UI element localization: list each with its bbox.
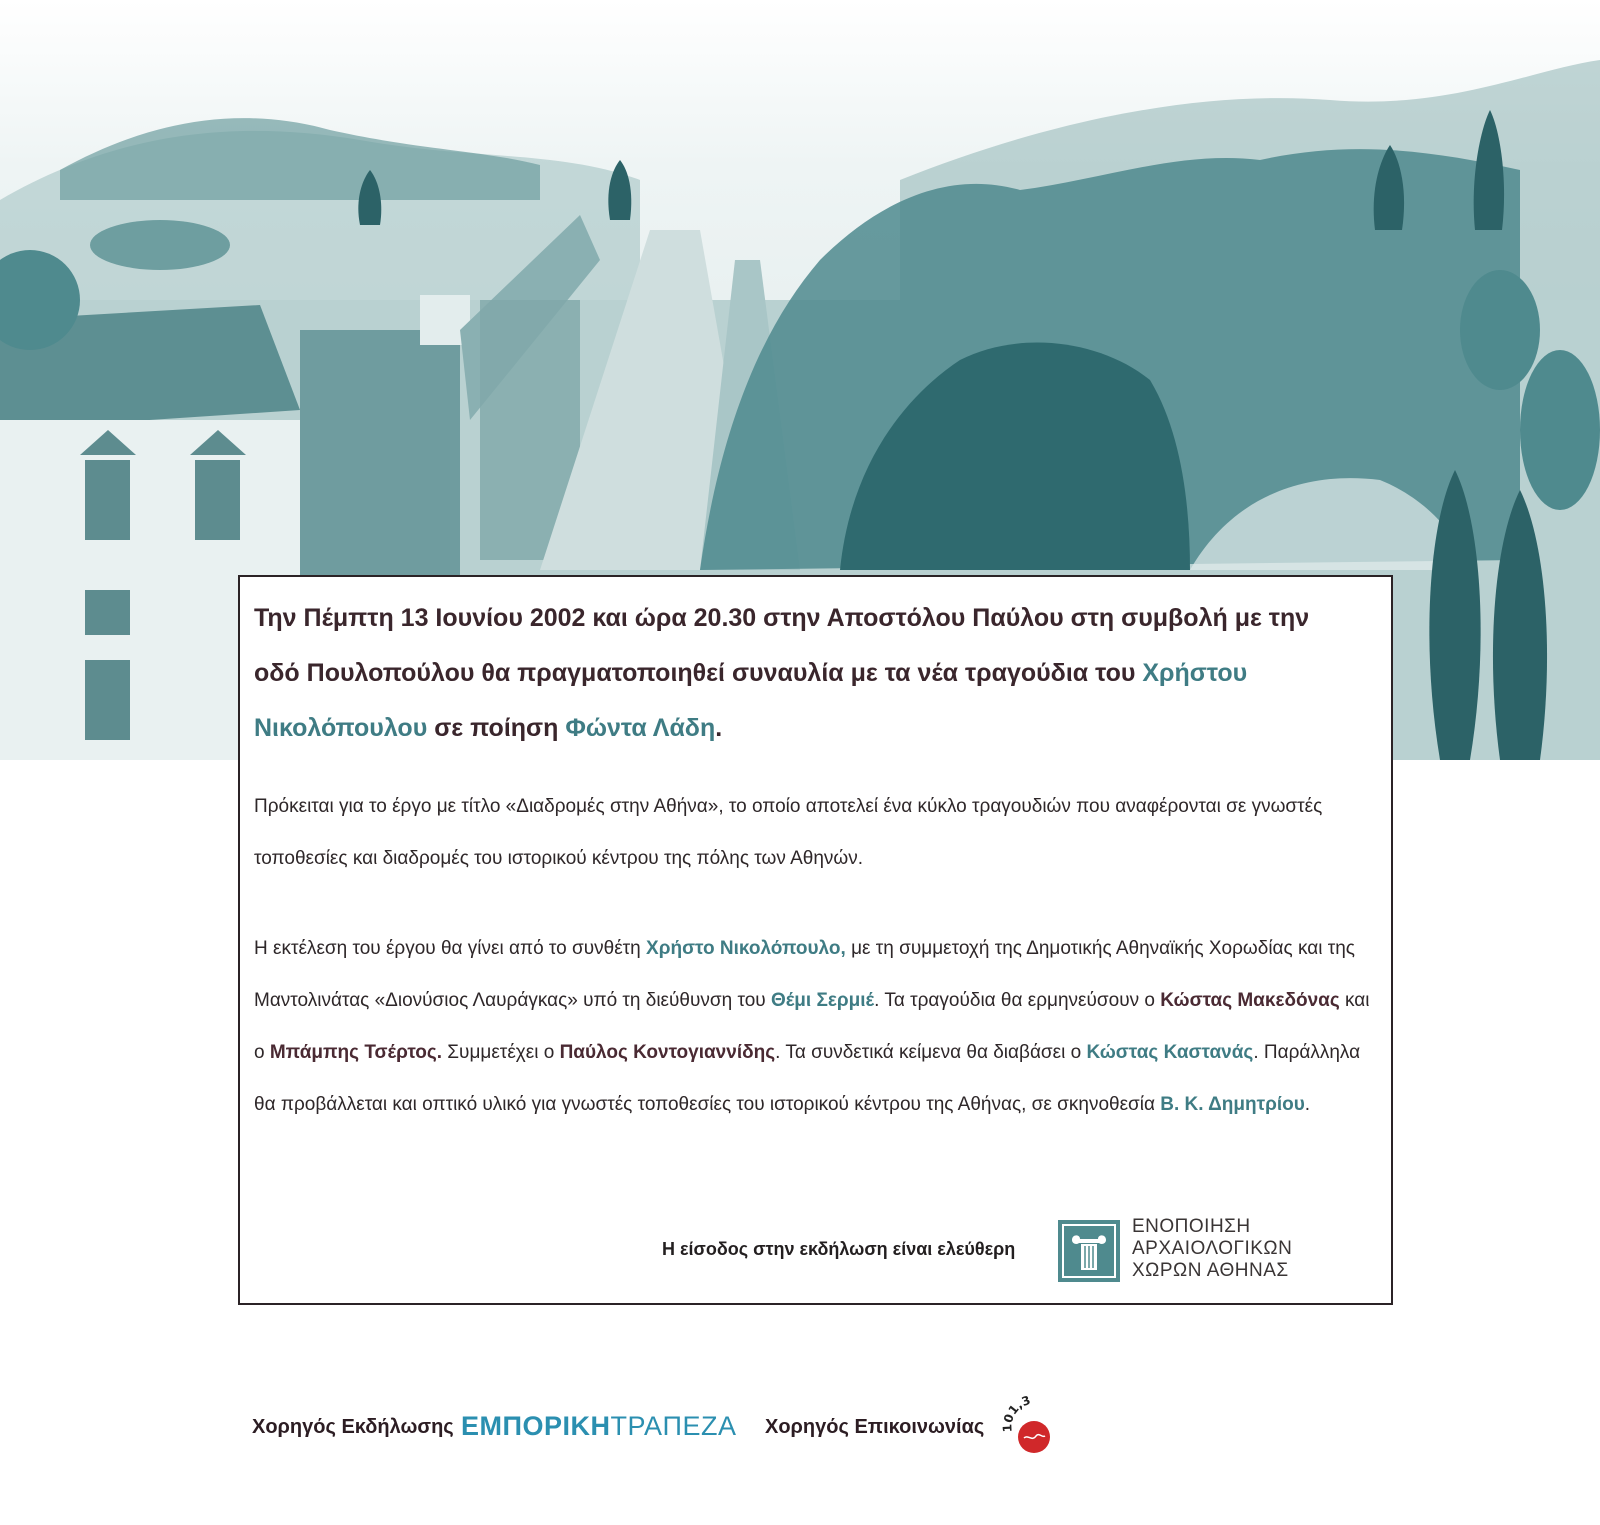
announcement-text-3: .: [715, 714, 723, 742]
event-sponsor-label: Χορηγός Εκδήλωσης: [252, 1416, 454, 1438]
bank-name-bold: ΕΜΠΟΡΙΚΗ: [461, 1411, 611, 1441]
reader-name: Κώστας Καστανάς: [1086, 1042, 1254, 1063]
organizer-column-logo-icon: [1058, 1220, 1120, 1282]
poet-name: Φώντα Λάδη: [565, 714, 716, 742]
perf-text-1: Η εκτέλεση του έργου θα γίνει από το συνθέτη: [254, 938, 647, 959]
perf-text-5: Συμμετέχει ο: [442, 1042, 560, 1063]
event-announcement: [254, 591, 1354, 756]
organizer-line-1: ΕΝΟΠΟΙΗΣΗ: [1132, 1216, 1251, 1237]
singer-1-name: Κώστας Μακεδόνας: [1160, 990, 1340, 1011]
organizer-line-3: ΧΩΡΩΝ ΑΘΗΝΑΣ: [1132, 1260, 1289, 1281]
perf-text-3: . Τα τραγούδια θα ερμηνεύσουν ο: [874, 990, 1161, 1011]
free-entry-note: Η είσοδος στην εκδήλωση είναι ελεύθερη: [662, 1239, 1016, 1259]
announcement-text-2: σε ποίηση: [427, 714, 566, 742]
perf-text-6: . Τα συνδετικά κείμενα θα διαβάσει ο: [775, 1042, 1087, 1063]
participant-name: Παύλος Κοντογιαννίδης: [559, 1042, 776, 1063]
perf-text-7: . Παράλληλα θα προβάλλεται και οπτικό υλικό για γνωστές τοποθεσίες του ιστορικού κέντρου της Αθήνας, σε σκηνοθεσία: [254, 1042, 1361, 1115]
composer-name: Χρήστου Νικολόπουλου: [254, 659, 1248, 742]
radio-station-logo-icon: [1000, 1390, 1070, 1458]
perf-text-2: με τη συμμετοχή της Δημοτικής Αθηναϊκής Χορωδίας και της Μαντολινάτας «Διονύσιος Λαυράγκας» υπό τη διεύθυνση του: [254, 938, 1355, 1011]
singer-2-name: Μπάμπης Τσέρτος.: [269, 1042, 443, 1063]
director-name: Β. Κ. Δημητρίου: [1160, 1094, 1305, 1115]
organizer-name: [1132, 1216, 1292, 1282]
work-description: Πρόκειται για το έργο με τίτλο «Διαδρομές στην Αθήνα», το οποίο αποτελεί ένα κύκλο τραγουδιών που αναφέρονται σε γνωστές τοποθεσίες και διαδρομές του ιστορικού κέντρου της πόλης των Αθηνών.: [254, 796, 1323, 869]
conductor-name: Θέμι Σερμιέ: [770, 990, 875, 1011]
communication-sponsor-label: Χορηγός Επικοινωνίας: [765, 1416, 985, 1438]
announcement-text-1: Την Πέμπτη 13 Ιουνίου 2002 και ώρα 20.30 στην Αποστόλου Παύλου στη συμβολή με την οδό Πουλοπούλου θα πραγματοποιηθεί συναυλία με τα νέα τραγούδια του: [254, 604, 1310, 687]
organizer-line-2: ΑΡΧΑΙΟΛΟΓΙΚΩΝ: [1132, 1238, 1293, 1259]
perf-text-8: .: [1304, 1094, 1311, 1115]
composer-performer-name: Χρήστο Νικολόπουλο,: [646, 938, 846, 959]
event-info-card: [238, 575, 1393, 1305]
bank-sponsor-logo: [461, 1411, 737, 1442]
perf-text-4: και ο: [254, 990, 1370, 1063]
radio-frequency: 101,3: [1000, 1392, 1033, 1433]
performance-details: [254, 923, 1374, 1131]
bank-name-light: ΤΡΑΠΕΖΑ: [610, 1411, 737, 1441]
